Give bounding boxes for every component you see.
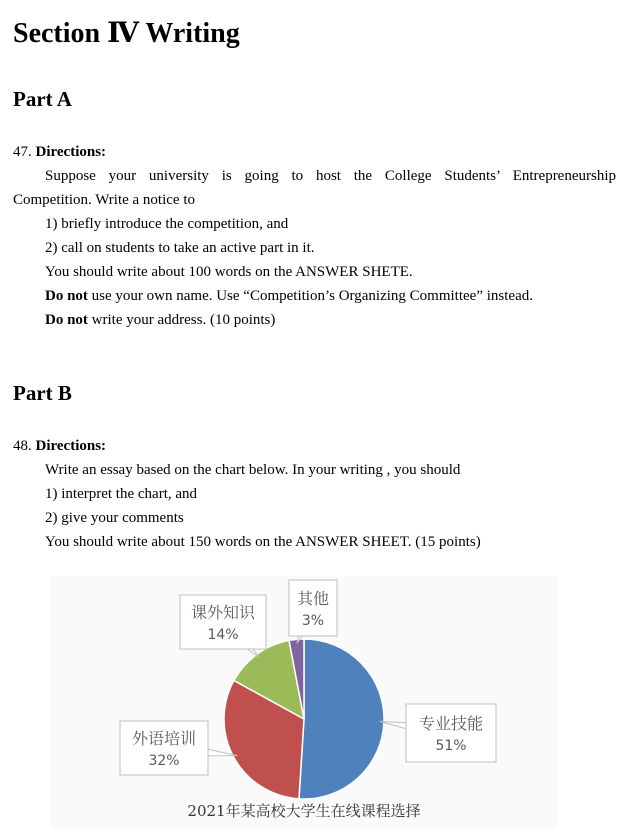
q47-number: 47. [13, 144, 32, 160]
q48-word-count: You should write about 150 words on the ANSWER SHEET. (15 points) [45, 534, 481, 550]
q48-number: 48. [13, 438, 32, 454]
slice-label: 专业技能 [418, 714, 484, 733]
q47-header [13, 142, 106, 162]
slice-label: 外语培训 [131, 729, 197, 748]
q47-intro-line1: Suppose your university is going to host the College Students’ Entrepreneurship [45, 168, 616, 184]
q48-item-1: 1) interpret the chart, and [45, 486, 198, 502]
rule-text: write your address. (10 points) [87, 312, 276, 328]
q47-item-2: 2) call on students to take an active part in it. [45, 240, 315, 256]
part-a-heading: Part A [13, 87, 72, 111]
slice-value-label: 51% [435, 738, 467, 754]
pie-slice-1 [299, 639, 384, 799]
q47-item-1: 1) briefly introduce the competition, and [45, 216, 289, 232]
pie-chart [50, 576, 558, 828]
slice-label: 其他 [296, 589, 330, 608]
section-title: Section Ⅳ Writing [13, 18, 240, 49]
part-b-heading: Part B [13, 381, 72, 405]
do-not-label: Do not [45, 288, 88, 304]
q47-word-count: You should write about 100 words on the ANSWER SHETE. [45, 264, 413, 280]
do-not-label: Do not [45, 312, 88, 328]
chart-title: 2021年某高校大学生在线课程选择 [187, 802, 421, 820]
slice-value-label: 3% [301, 613, 325, 629]
q47-rule-address [45, 310, 275, 330]
slice-label: 课外知识 [190, 603, 256, 622]
q48-directions-label: Directions: [35, 438, 107, 454]
q47-rule-name [45, 286, 533, 306]
q47-intro-line2: Competition. Write a notice to [13, 192, 195, 208]
q48-intro: Write an essay based on the chart below. In your writing , you should [45, 462, 461, 478]
rule-text: use your own name. Use “Competition’s Organizing Committee” instead. [87, 288, 533, 304]
q48-item-2: 2) give your comments [45, 510, 184, 526]
slice-value-label: 32% [148, 753, 180, 769]
q48-header [13, 436, 106, 456]
slice-value-label: 14% [207, 627, 239, 643]
q47-directions-label: Directions: [35, 144, 107, 160]
pie-chart-area [50, 576, 558, 828]
